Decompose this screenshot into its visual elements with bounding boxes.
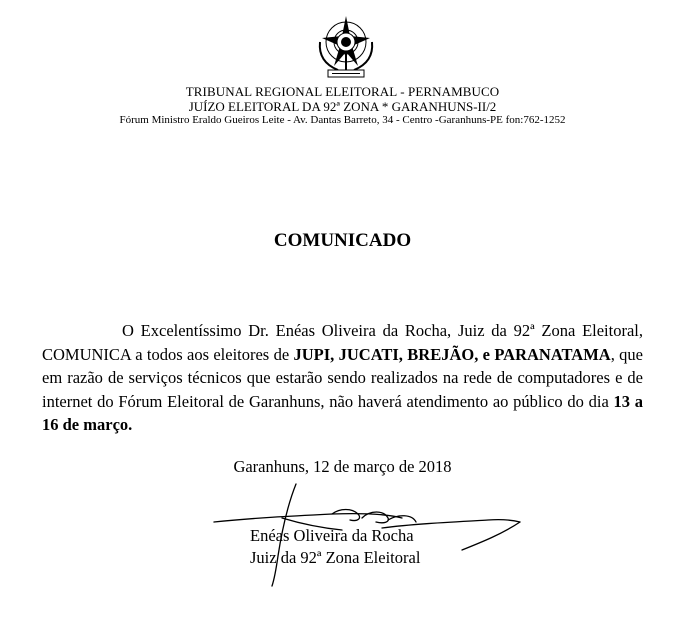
coat-of-arms-icon [310,12,382,82]
municipalities-list: JUPI, JUCATI, BREJÃO, e PARANATAMA [293,344,611,364]
electoral-zone: JUÍZO ELEITORAL DA 92ª ZONA * GARANHUNS-II/2 [188,99,497,114]
announcement-paragraph [42,319,643,437]
forum-address: Fórum Ministro Eraldo Gueiros Leite - Av. Dantas Barreto, 34 - Centro -Garanhuns-PE fon:762-1252 [119,114,566,126]
body-intro: O Excelentíssimo Dr. Enéas Oliveira da Rocha, Juiz da 92ª Zona Eleitoral, COMUNICA a todos aos eleitores de [42,321,643,364]
closure-dates: 13 a 16 de março. [42,391,644,434]
place-and-date: Garanhuns, 12 de março de 2018 [233,457,452,476]
coat-of-arms-seal [310,12,382,82]
document-title: COMUNICADO [273,230,412,251]
announcement-body [42,319,643,437]
signer-name: Enéas Oliveira da Rocha [250,526,414,545]
body-middle: , que em razão de serviços técnicos que estarão sendo realizados na rede de computadores e de internet do Fórum Eleitoral de Garanhuns, não haverá atendimento ao público do dia [42,344,644,411]
signer-role: Juiz da 92ª Zona Eleitoral [250,548,421,567]
signer-block [250,525,450,569]
court-name: TRIBUNAL REGIONAL ELEITORAL - PERNAMBUCO [185,84,500,99]
